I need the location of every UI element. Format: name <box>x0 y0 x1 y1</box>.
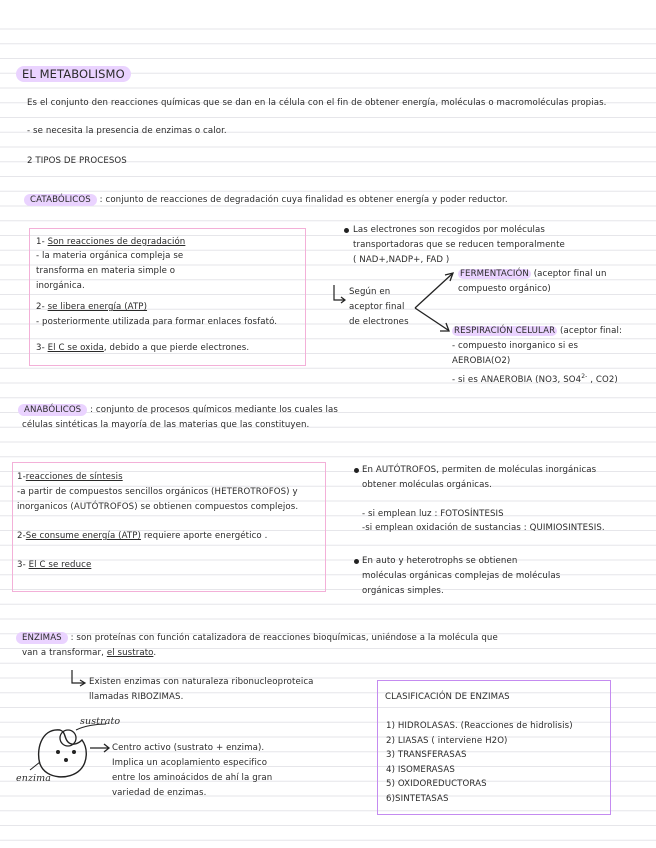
types-heading: 2 TIPOS DE PROCESOS <box>27 156 127 166</box>
autotrofos-line4: -si emplean oxidación de sustancias : QUIMIOSINTESIS. <box>362 523 605 533</box>
ana-p3: 3- El C se reduce <box>17 560 92 570</box>
fermentacion-line2: compuesto orgánico) <box>458 284 551 294</box>
centro-line1: Centro activo (sustrato + enzima). <box>112 743 265 753</box>
clasificacion-item: 1) HIDROLASAS. (Reacciones de hidrolisis) <box>386 721 573 731</box>
fermentacion-line1: FERMENTACIÓN (aceptor final un <box>460 269 607 279</box>
respiracion-line2: AEROBIA(O2) <box>452 356 511 366</box>
autotrofos-line2: obtener moléculas orgánicas. <box>362 480 492 490</box>
respiracion-title: RESPIRACIÓN CELULAR (aceptor final: <box>454 326 622 336</box>
respiracion-line1: - compuesto inorganico si es <box>452 341 579 351</box>
cat-p1-line3: inorgánica. <box>36 281 85 291</box>
enzimas-definition: : son proteínas con función catalizadora de reacciones bioquímicas, uniéndose a la molécula que <box>70 633 498 643</box>
hetero-line1: En auto y heterotrophs se obtienen <box>362 556 518 566</box>
anabolicos-definition: : conjunto de procesos químicos mediante los cuales las <box>90 405 338 415</box>
page-title <box>16 66 131 83</box>
respiracion-line3: - si es ANAEROBIA (NO3, $SO4^{2-}$ , CO2) <box>452 373 618 385</box>
cat-p1-line1: - la materia orgánica compleja se <box>36 251 184 261</box>
ana-p1-line2: inorganicos (AUTÓTROFOS) se obtienen compuestos complejos. <box>17 502 299 512</box>
anabolicos-definition-2: células sintéticas la mayoría de las materias que las constituyen. <box>22 420 310 430</box>
centro-line2: Implica un acoplamiento especifico <box>112 758 268 768</box>
enzimas-definition-2: van a transformar, el sustrato. <box>22 648 157 658</box>
cat-p1-line2: transforma en materia simple o <box>36 266 176 276</box>
catabolicos-definition: : conjunto de reacciones de degradación cuya finalidad es obtener energía y poder reductor. <box>99 195 508 205</box>
ribozimas-line1: Existen enzimas con naturaleza ribonucleoproteica <box>89 677 314 687</box>
electrons-line2: transportadoras que se reducen temporalmente <box>353 240 565 250</box>
cat-p1-title: 1- Son reacciones de degradación <box>36 237 186 247</box>
acceptor-line3: de electrones <box>349 317 409 327</box>
hetero-line3: orgánicas simples. <box>362 586 444 596</box>
bullet-icon <box>354 468 359 473</box>
electrons-line1: Las electrones son recogidos por moléculas <box>353 225 545 235</box>
cat-p2-title: 2- se libera energía (ATP) <box>36 302 148 312</box>
cat-p3: 3- El C se oxida, debido a que pierde electrones. <box>36 343 250 353</box>
metabolismo-note: - se necesita la presencia de enzimas o calor. <box>27 126 227 136</box>
clasificacion-item: 5) OXIDOREDUCTORAS <box>386 779 487 790</box>
ana-p2: 2-Se consume energía (ATP) requiere aporte energético . <box>17 531 268 541</box>
autotrofos-line1: En AUTÓTROFOS, permiten de moléculas inorgánicas <box>362 465 597 475</box>
bullet-icon <box>354 559 359 564</box>
hetero-line2: moléculas orgánicas complejas de moléculas <box>362 571 561 581</box>
ana-p1-line1: -a partir de compuestos sencillos orgánicos (HETEROTROFOS) y <box>17 487 298 497</box>
centro-line4: variedad de enzimas. <box>112 788 207 798</box>
ribozimas-line2: llamadas RIBOZIMAS. <box>89 692 184 702</box>
metabolismo-definition: Es el conjunto den reacciones químicas que se dan en la célula con el fin de obtener energía, moléculas o macromoléculas propias. <box>27 98 607 108</box>
ana-p1-title: 1-reacciones de síntesis <box>17 472 123 482</box>
bullet-icon <box>344 228 349 233</box>
clasificacion-item: 6)SINTETASAS <box>386 794 449 804</box>
acceptor-line2: aceptor final <box>349 302 405 312</box>
clasificacion-title: CLASIFICACIÓN DE ENZIMAS <box>385 692 510 702</box>
electrons-line3: ( NAD+,NADP+, FAD ) <box>353 255 450 265</box>
clasificacion-item: 4) ISOMERASAS <box>386 764 455 775</box>
cat-p2-line1: - posteriormente utilizada para formar enlaces fosfató. <box>36 317 278 327</box>
sketch-enzima-label: enzima <box>16 773 52 784</box>
sketch-sustrato-label: sustrato <box>80 716 121 727</box>
centro-line3: entre los aminoácidos de ahí la gran <box>112 773 273 783</box>
autotrofos-line3: - si emplean luz : FOTOSÍNTESIS <box>362 509 504 519</box>
clasificacion-item: 2) LIASAS ( interviene H2O) <box>386 735 508 746</box>
page-title-text: EL METABOLISMO <box>16 66 131 82</box>
anabolicos-line <box>18 403 338 418</box>
clasificacion-item: 3) TRANSFERASAS <box>386 750 467 761</box>
catabolicos-label: CATABÓLICOS <box>24 194 97 206</box>
anabolicos-label: ANABÓLICOS <box>18 404 87 416</box>
catabolicos-line <box>24 193 508 208</box>
acceptor-line1: Según en <box>349 287 391 297</box>
enzimas-label: ENZIMAS <box>16 632 68 644</box>
enzimas-line <box>16 631 498 646</box>
